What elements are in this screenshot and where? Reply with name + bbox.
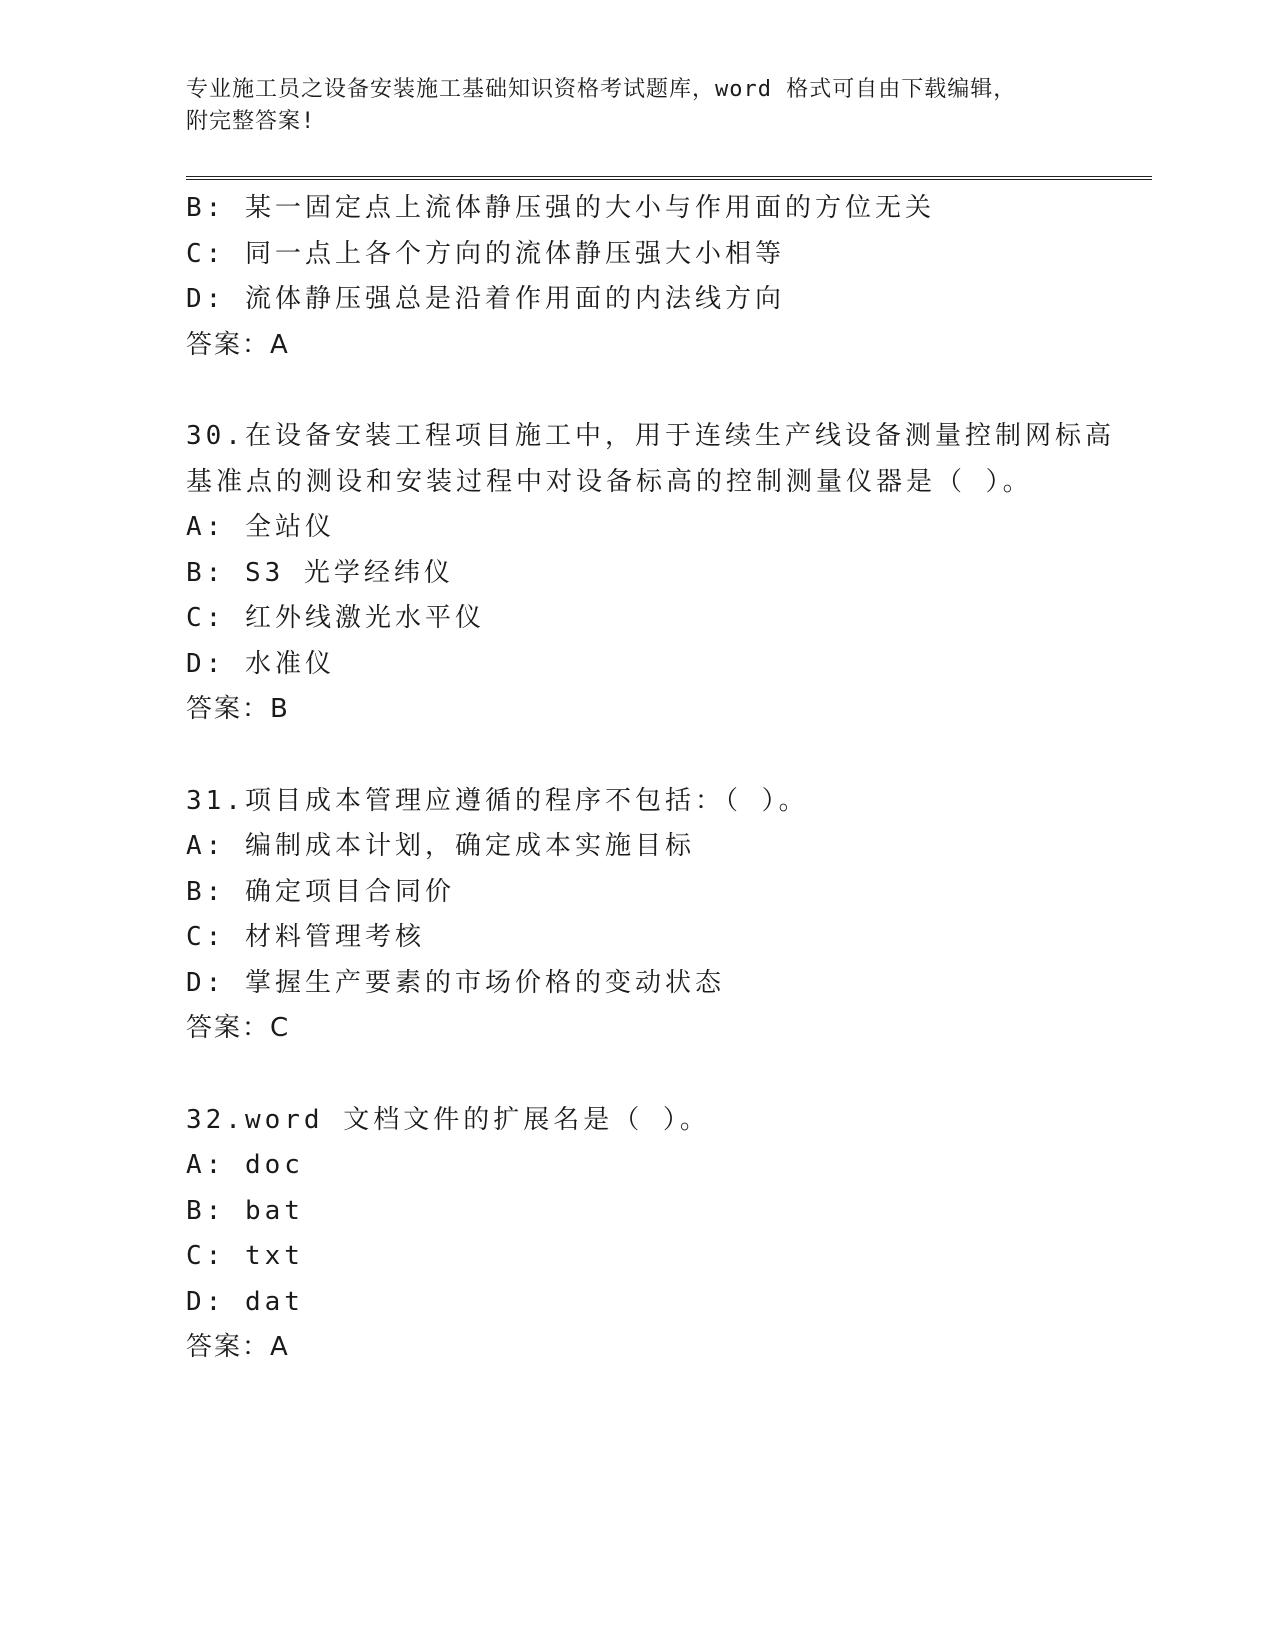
option-c: C: 红外线激光水平仪	[186, 603, 485, 633]
option-a: A: 全站仪	[186, 512, 335, 542]
option-c: C: 材料管理考核	[186, 922, 425, 952]
page-header	[186, 74, 1066, 138]
answer-line: 答案：A	[186, 329, 290, 360]
question-31	[186, 779, 1106, 1052]
option-d: D: 水准仪	[186, 648, 335, 679]
question-stem: 31.项目成本管理应遵循的程序不包括：（ ）。	[186, 785, 809, 816]
question-stem: 32.word 文档文件的扩展名是（ ）。	[186, 1104, 710, 1135]
option-b: B: 某一固定点上流体静压强的大小与作用面的方位无关	[186, 193, 935, 223]
option-d: D: 流体静压强总是沿着作用面的内法线方向	[186, 284, 785, 314]
option-b: B: bat	[186, 1195, 304, 1226]
question-stem: 基准点的测设和安装过程中对设备标高的控制测量仪器是（ ）。	[186, 466, 1033, 497]
answer-line: 答案：A	[186, 1332, 290, 1362]
spacer	[186, 1052, 1106, 1098]
option-a: A: 编制成本计划，确定成本实施目标	[186, 831, 695, 861]
option-c: C: 同一点上各个方向的流体静压强大小相等	[186, 238, 785, 269]
question-fragment	[186, 186, 1106, 368]
option-c: C: txt	[186, 1241, 304, 1271]
option-b: B: 确定项目合同价	[186, 876, 455, 907]
option-d: D: 掌握生产要素的市场价格的变动状态	[186, 967, 725, 998]
answer-line: 答案：B	[186, 694, 290, 724]
answer-line: 答案：C	[186, 1013, 291, 1043]
question-content	[186, 186, 1115, 1371]
spacer	[186, 733, 1106, 779]
header-line-2: 附完整答案!	[186, 109, 316, 134]
question-32	[186, 1098, 1106, 1371]
option-b: B: S3 光学经纬仪	[186, 557, 454, 588]
header-divider	[186, 176, 1152, 180]
question-stem: 30.在设备安装工程项目施工中，用于连续生产线设备测量控制网标高	[186, 421, 1115, 451]
option-a: A: doc	[186, 1150, 304, 1180]
spacer	[186, 368, 1106, 414]
question-30	[186, 414, 1115, 733]
option-d: D: dat	[186, 1286, 304, 1317]
header-line-1: 专业施工员之设备安装施工基础知识资格考试题库，word 格式可自由下载编辑，	[186, 77, 1017, 102]
